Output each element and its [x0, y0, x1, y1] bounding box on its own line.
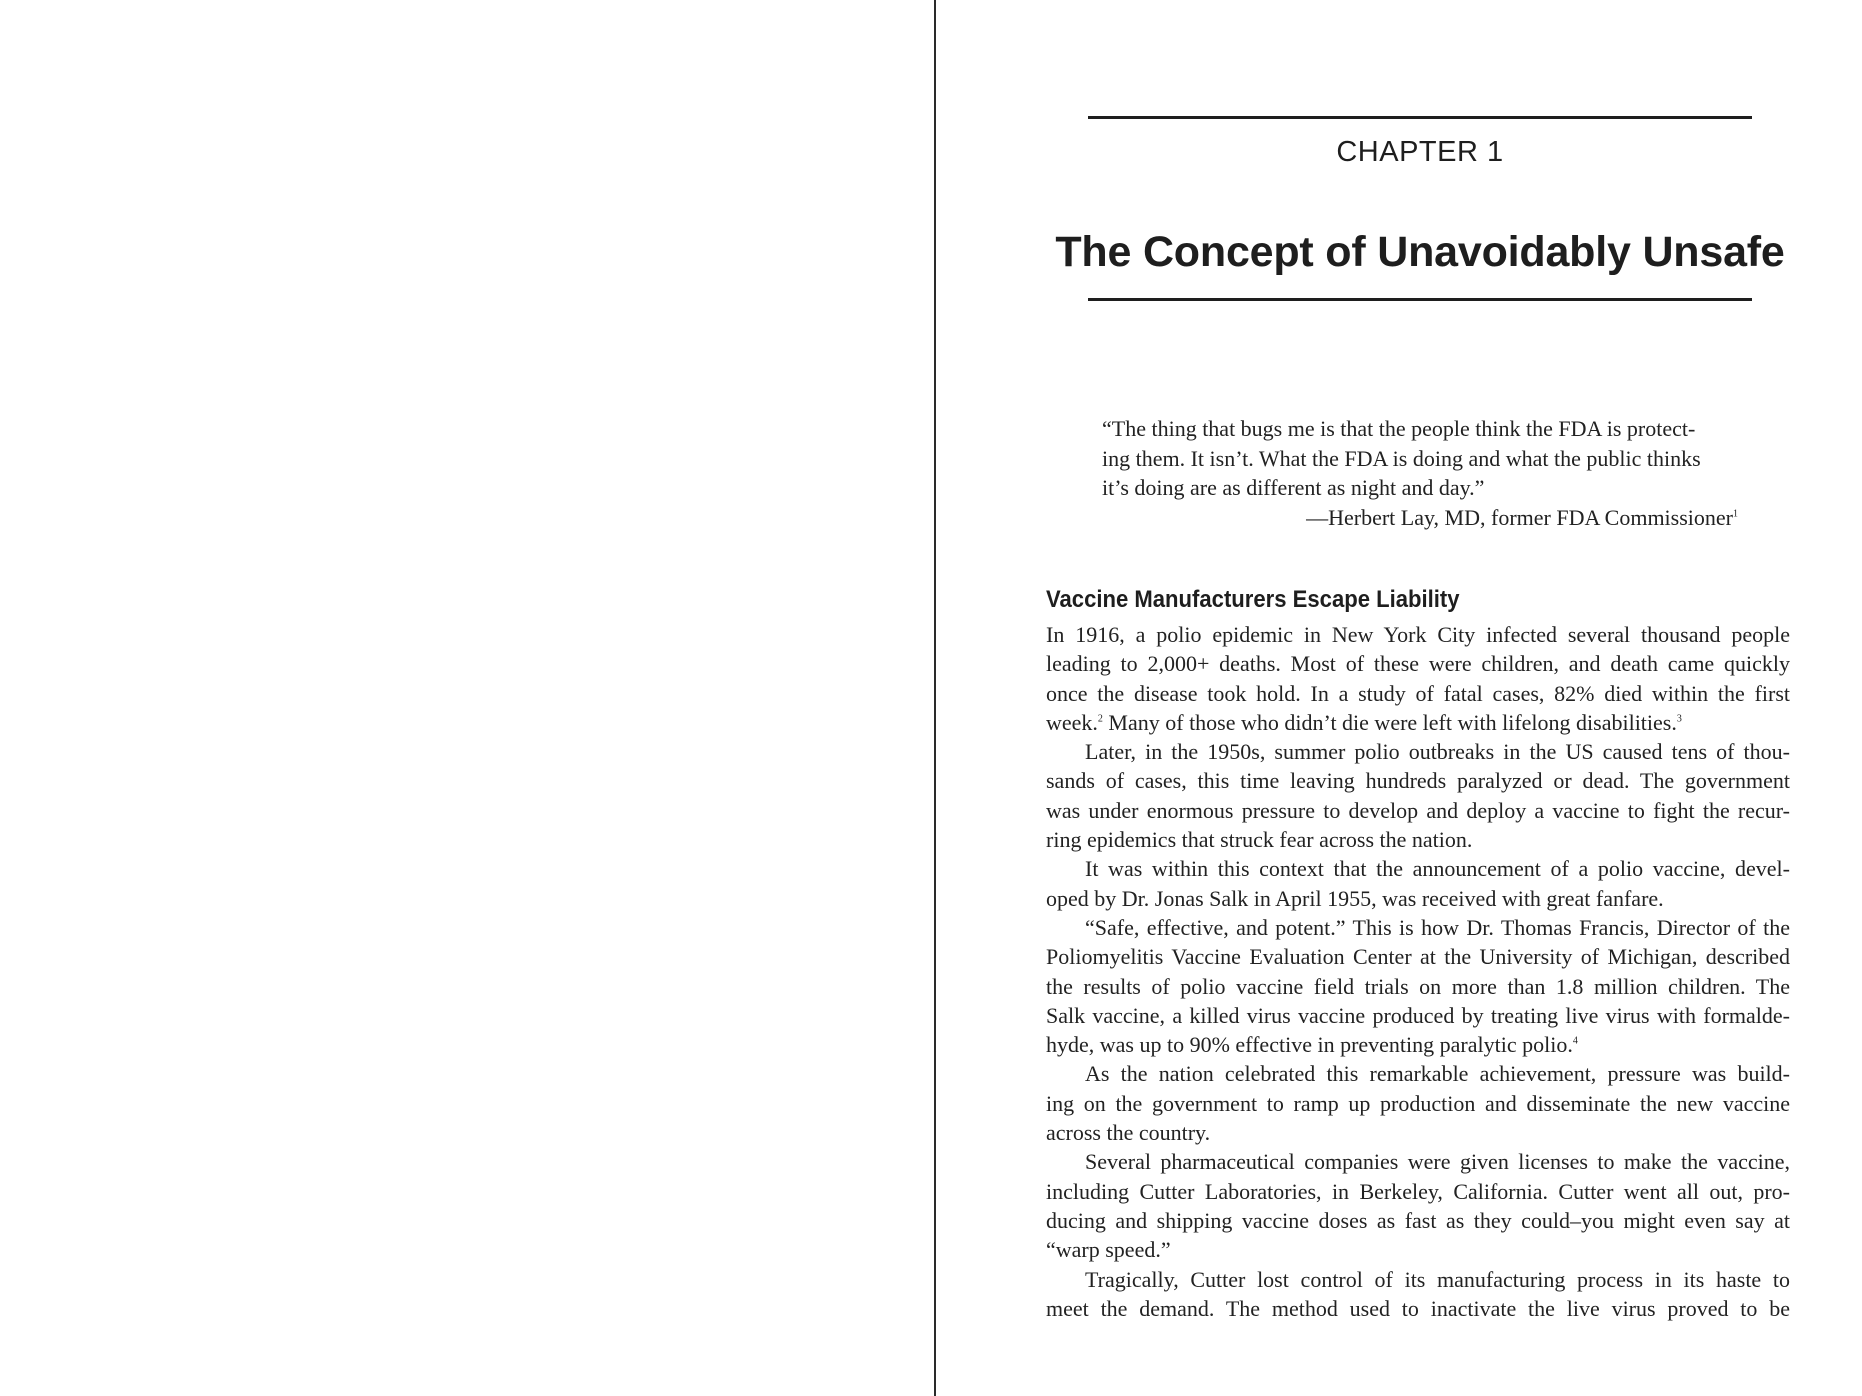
- footnote-ref[interactable]: 1: [1733, 508, 1738, 520]
- attribution-text: —Herbert Lay, MD, former FDA Commissioner: [1306, 504, 1733, 530]
- body-line-text: week.: [1046, 709, 1098, 735]
- body-line: meet the demand. The method used to inactivate the live virus proved to be: [1046, 1295, 1790, 1321]
- right-page: [936, 0, 1862, 1396]
- body-line: Poliomyelitis Vaccine Evaluation Center at the University of Michigan, described: [1046, 944, 1790, 970]
- body-line: As the nation celebrated this remarkable achievement, pressure was build-: [1085, 1061, 1790, 1087]
- body-line: leading to 2,000+ deaths. Most of these were children, and death came quickly: [1046, 651, 1790, 677]
- epigraph: [1102, 414, 1738, 532]
- epigraph-line: it’s doing are as different as night and day.”: [1102, 475, 1485, 500]
- body-line: ducing and shipping vaccine doses as fast as they could–you might even say at: [1046, 1207, 1790, 1233]
- body-line: oped by Dr. Jonas Salk in April 1955, was received with great fanfare.: [1046, 885, 1664, 911]
- body-line-text: hyde, was up to 90% effective in preventing paralytic polio.: [1046, 1032, 1573, 1058]
- footnote-ref[interactable]: 4: [1572, 1035, 1578, 1047]
- body-line: ring epidemics that struck fear across the nation.: [1046, 827, 1473, 853]
- footnote-ref[interactable]: 2: [1097, 713, 1103, 725]
- body-text: [1046, 620, 1790, 1323]
- body-line: Later, in the 1950s, summer polio outbreaks in the US caused tens of thou-: [1085, 739, 1790, 765]
- footnote-ref[interactable]: 3: [1676, 713, 1682, 725]
- body-line-text: Many of those who didn’t die were left with lifelong disabilities.: [1102, 709, 1677, 735]
- body-line: once the disease took hold. In a study of fatal cases, 82% died within the first: [1046, 680, 1790, 706]
- body-line: was under enormous pressure to develop and deploy a vaccine to fight the recur-: [1046, 797, 1790, 823]
- chapter-title: The Concept of Unavoidably Unsafe: [1055, 228, 1785, 276]
- body-line: sands of cases, this time leaving hundreds paralyzed or dead. The government: [1046, 768, 1790, 794]
- body-line: In 1916, a polio epidemic in New York City infected several thousand people: [1046, 622, 1790, 647]
- body-line: “Safe, effective, and potent.” This is how Dr. Thomas Francis, Director of the: [1085, 914, 1790, 940]
- section-heading: Vaccine Manufacturers Escape Liability: [1046, 586, 1460, 613]
- body-line: It was within this context that the announcement of a polio vaccine, devel-: [1085, 856, 1790, 882]
- body-line: Salk vaccine, a killed virus vaccine produced by treating live virus with formalde-: [1046, 1002, 1790, 1028]
- body-line: ing on the government to ramp up production and disseminate the new vaccine: [1046, 1090, 1790, 1116]
- body-line: Several pharmaceutical companies were given licenses to make the vaccine,: [1085, 1149, 1790, 1175]
- body-line: across the country.: [1046, 1120, 1211, 1146]
- epigraph-attribution: [1102, 503, 1738, 533]
- body-line: [1046, 1030, 1790, 1059]
- body-line: “warp speed.”: [1046, 1237, 1171, 1263]
- body-line: the results of polio vaccine field trials on more than 1.8 million children. The: [1046, 973, 1790, 999]
- chapter-label: CHAPTER 1: [1336, 136, 1504, 168]
- chapter-bottom-rule: [1088, 298, 1752, 301]
- chapter-top-rule: [1088, 116, 1752, 119]
- body-line: including Cutter Laboratories, in Berkeley, California. Cutter went all out, pro-: [1046, 1178, 1790, 1204]
- body-line: [1046, 708, 1790, 737]
- epigraph-line: “The thing that bugs me is that the people think the FDA is protect-: [1102, 416, 1696, 441]
- epigraph-line: ing them. It isn’t. What the FDA is doing and what the public thinks: [1102, 445, 1701, 471]
- body-line: Tragically, Cutter lost control of its manufacturing process in its haste to: [1085, 1266, 1790, 1292]
